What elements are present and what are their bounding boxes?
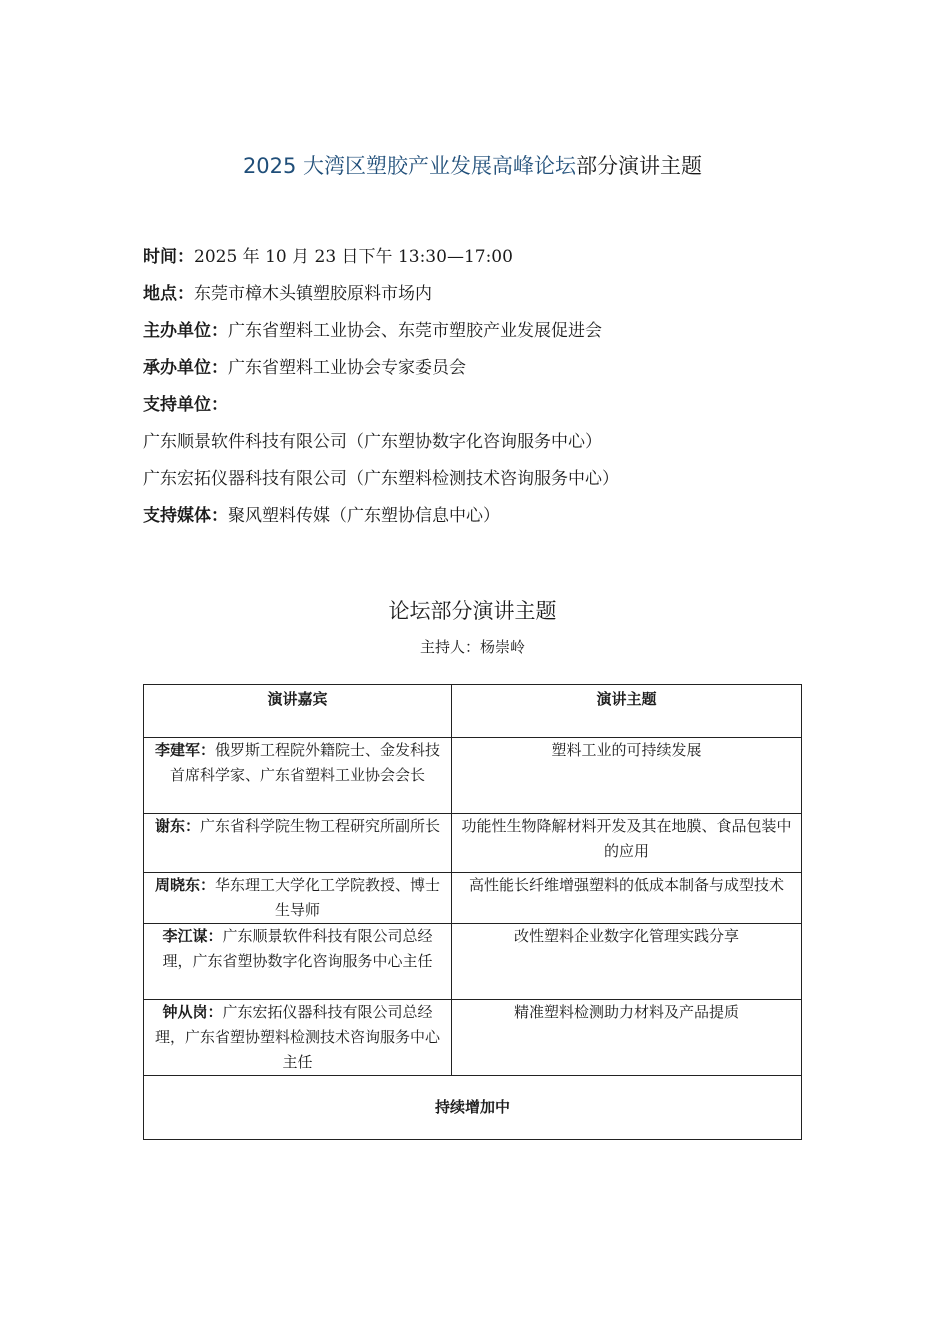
guest-cell <box>144 814 452 873</box>
page-title-rest: 部分演讲主题 <box>576 154 703 178</box>
info-value: 广东省塑料工业协会、东莞市塑胶产业发展促进会 <box>228 321 602 341</box>
info-label: 时间： <box>143 247 194 267</box>
header-topic: 演讲主题 <box>452 685 802 738</box>
table-footer-row <box>144 1076 802 1140</box>
info-co-organizer <box>143 356 823 393</box>
table-footer: 持续增加中 <box>144 1076 802 1140</box>
info-supporter-2 <box>143 467 823 504</box>
info-supporter-1 <box>143 430 823 467</box>
table-row <box>144 924 802 1000</box>
table-row <box>144 814 802 873</box>
info-value: 东莞市樟木头镇塑胶原料市场内 <box>194 284 432 304</box>
info-label: 主办单位： <box>143 321 228 341</box>
info-label: 支持单位： <box>143 395 228 415</box>
info-location <box>143 282 823 319</box>
guest-cell <box>144 1000 452 1076</box>
guest-cell <box>144 873 452 924</box>
guest-name: 李江谋： <box>162 927 223 945</box>
guest-cell <box>144 924 452 1000</box>
guest-name: 李建军： <box>154 741 215 759</box>
guest-name: 周晓东： <box>154 876 215 894</box>
table-row <box>144 738 802 814</box>
topic-cell: 功能性生物降解材料开发及其在地膜、食品包装中的应用 <box>452 814 802 873</box>
info-supporters <box>143 393 823 430</box>
guest-desc: 广东宏拓仪器科技有限公司总经理，广东省塑协塑料检测技术咨询服务中心主任 <box>154 1003 440 1071</box>
host-line: 主持人：杨崇岭 <box>419 638 525 656</box>
info-label: 地点： <box>143 284 194 304</box>
guest-cell <box>144 738 452 814</box>
speakers-table <box>143 684 802 1140</box>
topic-cell: 塑料工业的可持续发展 <box>452 738 802 814</box>
info-value: 广东省塑料工业协会专家委员会 <box>228 358 466 378</box>
info-value: 广东顺景软件科技有限公司（广东塑协数字化咨询服务中心） <box>143 432 602 452</box>
page-title-highlight: 2025 大湾区塑胶产业发展高峰论坛 <box>242 154 577 178</box>
guest-name: 谢东： <box>154 817 200 835</box>
info-organizer <box>143 319 823 356</box>
info-media <box>143 504 823 541</box>
guest-desc: 广东顺景软件科技有限公司总经理，广东省塑协数字化咨询服务中心主任 <box>162 927 433 970</box>
info-value: 广东宏拓仪器科技有限公司（广东塑料检测技术咨询服务中心） <box>143 469 619 489</box>
info-value: 聚风塑料传媒（广东塑协信息中心） <box>228 506 500 526</box>
info-value: 2025 年 10 月 23 日下午 13:30—17:00 <box>194 247 513 267</box>
topic-cell: 高性能长纤维增强塑料的低成本制备与成型技术 <box>452 873 802 924</box>
info-label: 支持媒体： <box>143 506 228 526</box>
header-guest: 演讲嘉宾 <box>144 685 452 738</box>
topic-cell: 改性塑料企业数字化管理实践分享 <box>452 924 802 1000</box>
section-title: 论坛部分演讲主题 <box>388 599 557 623</box>
table-row <box>144 873 802 924</box>
table-row <box>144 1000 802 1076</box>
topic-cell: 精准塑料检测助力材料及产品提质 <box>452 1000 802 1076</box>
guest-desc: 俄罗斯工程院外籍院士、金发科技首席科学家、广东省塑料工业协会会长 <box>169 741 441 784</box>
guest-name: 钟从岗： <box>162 1003 223 1021</box>
page-title <box>0 150 945 180</box>
table-header-row <box>144 685 802 738</box>
info-time <box>143 245 823 282</box>
info-label: 承办单位： <box>143 358 228 378</box>
guest-desc: 华东理工大学化工学院教授、博士生导师 <box>215 876 441 919</box>
guest-desc: 广东省科学院生物工程研究所副所长 <box>200 817 441 835</box>
event-info <box>143 245 823 541</box>
